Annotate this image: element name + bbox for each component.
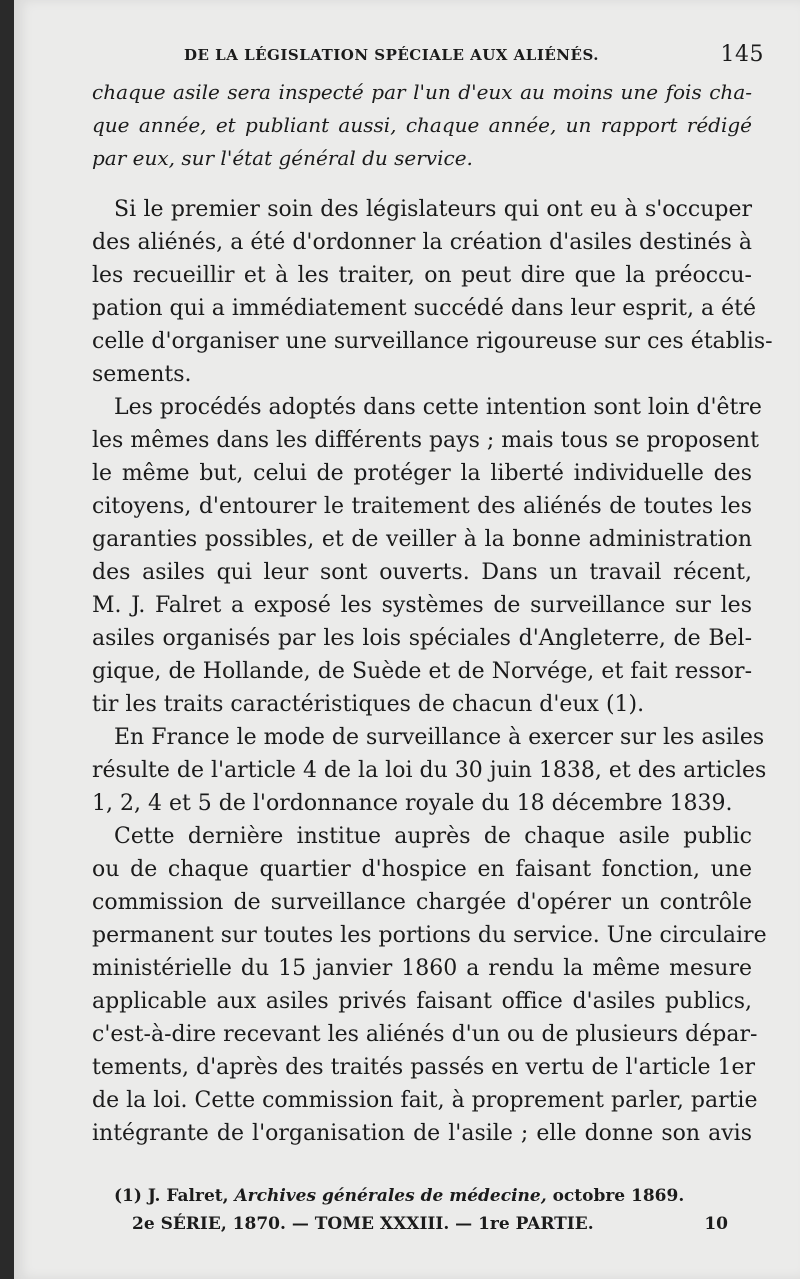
text-line: commission de surveillance chargée d'opérer un contrôle <box>92 890 752 915</box>
paragraph <box>92 721 767 820</box>
text-line: En France le mode de surveillance à exercer sur les asiles <box>114 725 765 750</box>
text-line: intégrante de l'organisation de l'asile ; elle donne son avis <box>92 1121 752 1146</box>
text-line: Si le premier soin des législateurs qui ont eu à s'occuper <box>114 197 752 222</box>
paragraph <box>92 820 767 1150</box>
text-line: 1, 2, 4 et 5 de l'ordonnance royale du 18 décembre 1839. <box>92 791 733 816</box>
footnote-date: octobre 1869. <box>552 1186 685 1206</box>
text-line: résulte de l'article 4 de la loi du 30 juin 1838, et des articles <box>92 758 767 783</box>
book-page <box>14 0 800 1279</box>
text-line: asiles organisés par les lois spéciales d'Angleterre, de Bel- <box>92 626 752 651</box>
text-line: les mêmes dans les différents pays ; mais tous se proposent <box>92 428 759 453</box>
text-line: celle d'organiser une surveillance rigoureuse sur ces établis- <box>92 329 773 354</box>
page-number: 145 <box>720 42 764 67</box>
paragraph <box>92 391 762 721</box>
body-text <box>92 76 773 1150</box>
text-line: pation qui a immédiatement succédé dans leur esprit, a été <box>92 296 756 321</box>
text-line: des asiles qui leur sont ouverts. Dans un travail récent, <box>92 560 752 585</box>
footnote <box>114 1186 684 1206</box>
text-line: applicable aux asiles privés faisant office d'asiles publics, <box>92 989 752 1014</box>
text-line: tements, d'après des traités passés en vertu de l'article 1er <box>92 1055 756 1080</box>
text-line: c'est-à-dire recevant les aliénés d'un ou de plusieurs dépar- <box>92 1022 758 1047</box>
paragraph <box>92 193 773 391</box>
text-line: permanent sur toutes les portions du service. Une circulaire <box>92 923 767 948</box>
text-line: le même but, celui de protéger la liberté individuelle des <box>92 461 752 486</box>
intro-italic-passage <box>92 76 752 175</box>
text-line: les recueillir et à les traiter, on peut dire que la préoccu- <box>92 263 752 288</box>
text-line: M. J. Falret a exposé les systèmes de surveillance sur les <box>92 593 752 618</box>
text-line: ministérielle du 15 janvier 1860 a rendu la même mesure <box>92 956 752 981</box>
text-line: Cette dernière institue auprès de chaque asile public <box>114 824 752 849</box>
text-line: que année, et publiant aussi, chaque année, un rapport rédigé <box>92 113 752 137</box>
sheet-number: 10 <box>704 1214 728 1234</box>
text-line: chaque asile sera inspecté par l'un d'eux au moins une fois cha- <box>92 80 752 104</box>
text-line: ou de chaque quartier d'hospice en faisant fonction, une <box>92 857 752 882</box>
footnote-marker: (1) J. Falret, <box>114 1186 229 1206</box>
text-line: Les procédés adoptés dans cette intention sont loin d'être <box>114 395 762 420</box>
text-line: des aliénés, a été d'ordonner la création d'asiles destinés à <box>92 230 752 255</box>
text-line: tir les traits caractéristiques de chacun d'eux (1). <box>92 692 645 717</box>
signature-text: 2e SÉRIE, 1870. — TOME XXXIII. — 1re PARTIE. <box>132 1214 594 1234</box>
text-line: de la loi. Cette commission fait, à proprement parler, partie <box>92 1088 758 1113</box>
text-line: par eux, sur l'état général du service. <box>92 146 473 170</box>
text-line: citoyens, d'entourer le traitement des aliénés de toutes les <box>92 494 752 519</box>
text-line: gique, de Hollande, de Suède et de Norvége, et fait ressor- <box>92 659 752 684</box>
text-line: sements. <box>92 362 192 387</box>
running-head <box>92 40 782 80</box>
text-line: garanties possibles, et de veiller à la bonne administration <box>92 527 752 552</box>
printer-signature <box>132 1214 728 1234</box>
footnote-journal: Archives générales de médecine, <box>234 1186 547 1206</box>
running-title: DE LA LÉGISLATION SPÉCIALE AUX ALIÉNÉS. <box>184 46 599 64</box>
